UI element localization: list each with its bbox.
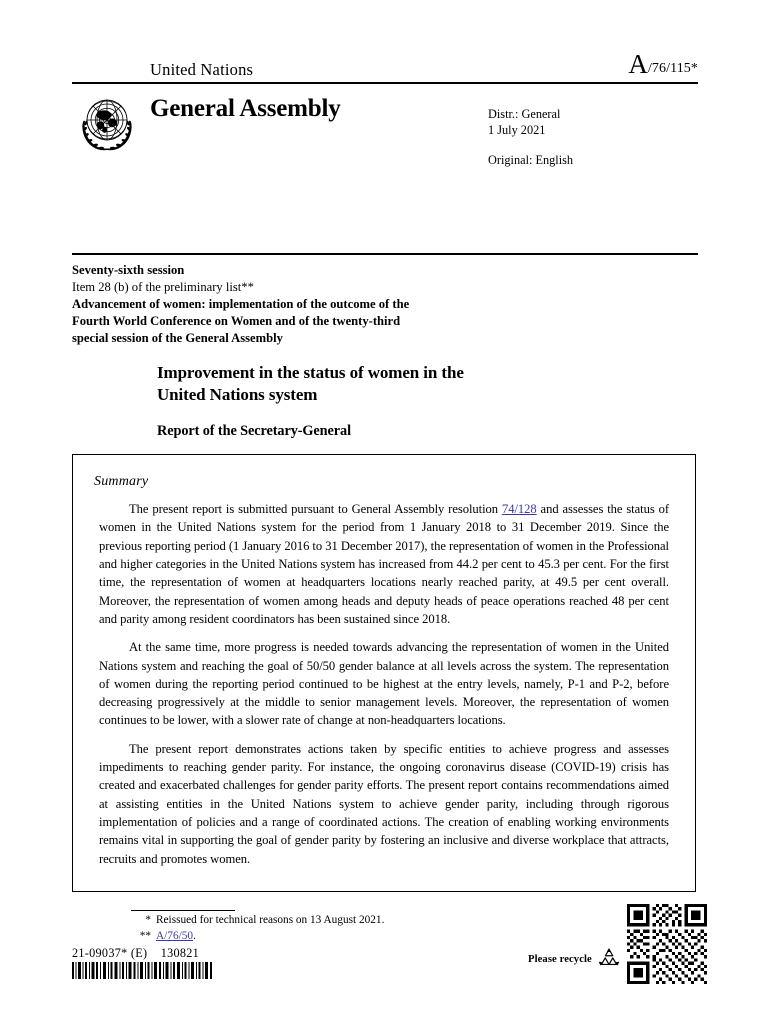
- page-title: [157, 362, 577, 406]
- footnote-separator: [131, 910, 235, 911]
- footnotes: [131, 913, 511, 944]
- summary-paragraph-1: [99, 500, 669, 628]
- job-number: 21-09037* (E) 130821: [72, 946, 200, 960]
- footnote-1: [131, 913, 511, 929]
- summary-p1-before-link: The present report is submitted pursuant to General Assembly resolution: [129, 502, 502, 516]
- footnote-2-suffix: .: [193, 929, 196, 942]
- footnote-2-mark: **: [139, 929, 151, 942]
- masthead: [72, 49, 698, 168]
- recycle-icon: [596, 946, 622, 972]
- summary-paragraph-2: At the same time, more progress is needed towards advancing the representation of women in the United Nations system and reaching the goal of 50/50 gender balance at all levels across the system. The representation of women during the reporting period continued to be highest at the entry levels, namely, P-1 and P-2, before decreasing progressively at the middle to senior management levels. Moreover, the representation of women continues to be lower, with a slower rate of change at non-headquarters locations.: [99, 640, 669, 728]
- document-symbol: [628, 51, 698, 78]
- distribution-date: 1 July 2021: [488, 123, 546, 138]
- masthead-bottom-row: [72, 92, 698, 168]
- summary-paragraph-3: The present report demonstrates actions taken by specific entities to achieve progress and assesses impediments to reaching gender parity. For instance, the ongoing coronavirus disease (COVID-19) crisis has created and exacerbated challenges for gender parity efforts. The present report contains recommendations aimed at assisting entities in the United Nations system to achieve gender parity, including through rigorous implementation of policies and a range of coordinated actions. The creation of enabling working environments remains vital in supporting the goal of gender parity by fostering an inclusive and diverse workplace that attracts, recruits and promotes women.: [99, 741, 669, 866]
- barcode-icon: [72, 962, 214, 979]
- organization-name: United Nations: [150, 59, 254, 79]
- un-emblem-container: [72, 92, 150, 168]
- body-name-container: [150, 92, 476, 168]
- distribution-block: [476, 92, 698, 168]
- footnote-2: [131, 929, 511, 945]
- original-language: Original: English: [488, 152, 574, 167]
- summary-box: [72, 454, 696, 892]
- footnote-2-body: [156, 929, 196, 945]
- recycle-notice: [528, 946, 622, 972]
- un-emblem-icon: [72, 94, 142, 158]
- document-symbol-number: /76/115*: [647, 61, 698, 76]
- masthead-top-row: [72, 49, 698, 79]
- body-name: General Assembly: [150, 95, 341, 123]
- agenda-title-line-3: special session of the General Assembly: [72, 331, 283, 345]
- document-symbol-letter: A: [628, 49, 648, 79]
- resolution-link-74-128[interactable]: 74/128: [501, 502, 537, 516]
- agenda-item-line: Item 28 (b) of the preliminary list**: [72, 280, 254, 294]
- footnote-1-mark: *: [145, 914, 151, 926]
- agenda-title-line-1: Advancement of women: implementation of the outcome of the: [72, 297, 410, 311]
- distribution-spacer: [488, 139, 698, 152]
- session-line: Seventy-sixth session: [72, 263, 185, 277]
- session-rule: [72, 253, 698, 255]
- session-block: [72, 262, 572, 347]
- page-title-line-2: United Nations system: [157, 384, 318, 404]
- distribution-type: Distr.: General: [488, 107, 561, 122]
- masthead-rule: [72, 82, 698, 84]
- recycle-label: Please recycle: [528, 953, 592, 965]
- qr-code-icon: [627, 904, 707, 984]
- page-subtitle: Report of the Secretary-General: [157, 422, 351, 439]
- title-block: [157, 362, 577, 440]
- summary-body: [99, 500, 669, 868]
- page-title-line-1: Improvement in the status of women in the: [157, 363, 464, 382]
- footnote-1-text: Reissued for technical reasons on 13 August 2021.: [156, 914, 385, 926]
- summary-p1-after-link: and assesses the status of women in the United Nations system for the period from 1 January 2018 to 31 December 2019. Since the previous reporting period (1 January 2016 to 31 December 2017), the representation of women in the Professional and higher categories in the United Nations system has increased from 44.2 per cent to 45.3 per cent. For the first time, the representation of women at headquarters locations nearly reached parity, at 49.5 per cent overall. Moreover, the representation of women among heads and deputy heads of peace operations reached 48 per cent and parity among resident coordinators has been sustained since 2018.: [99, 502, 670, 626]
- agenda-title-line-2: Fourth World Conference on Women and of the twenty-third: [72, 314, 401, 328]
- document-link-a-76-50[interactable]: A/76/50: [156, 929, 194, 942]
- summary-heading: Summary: [94, 474, 149, 489]
